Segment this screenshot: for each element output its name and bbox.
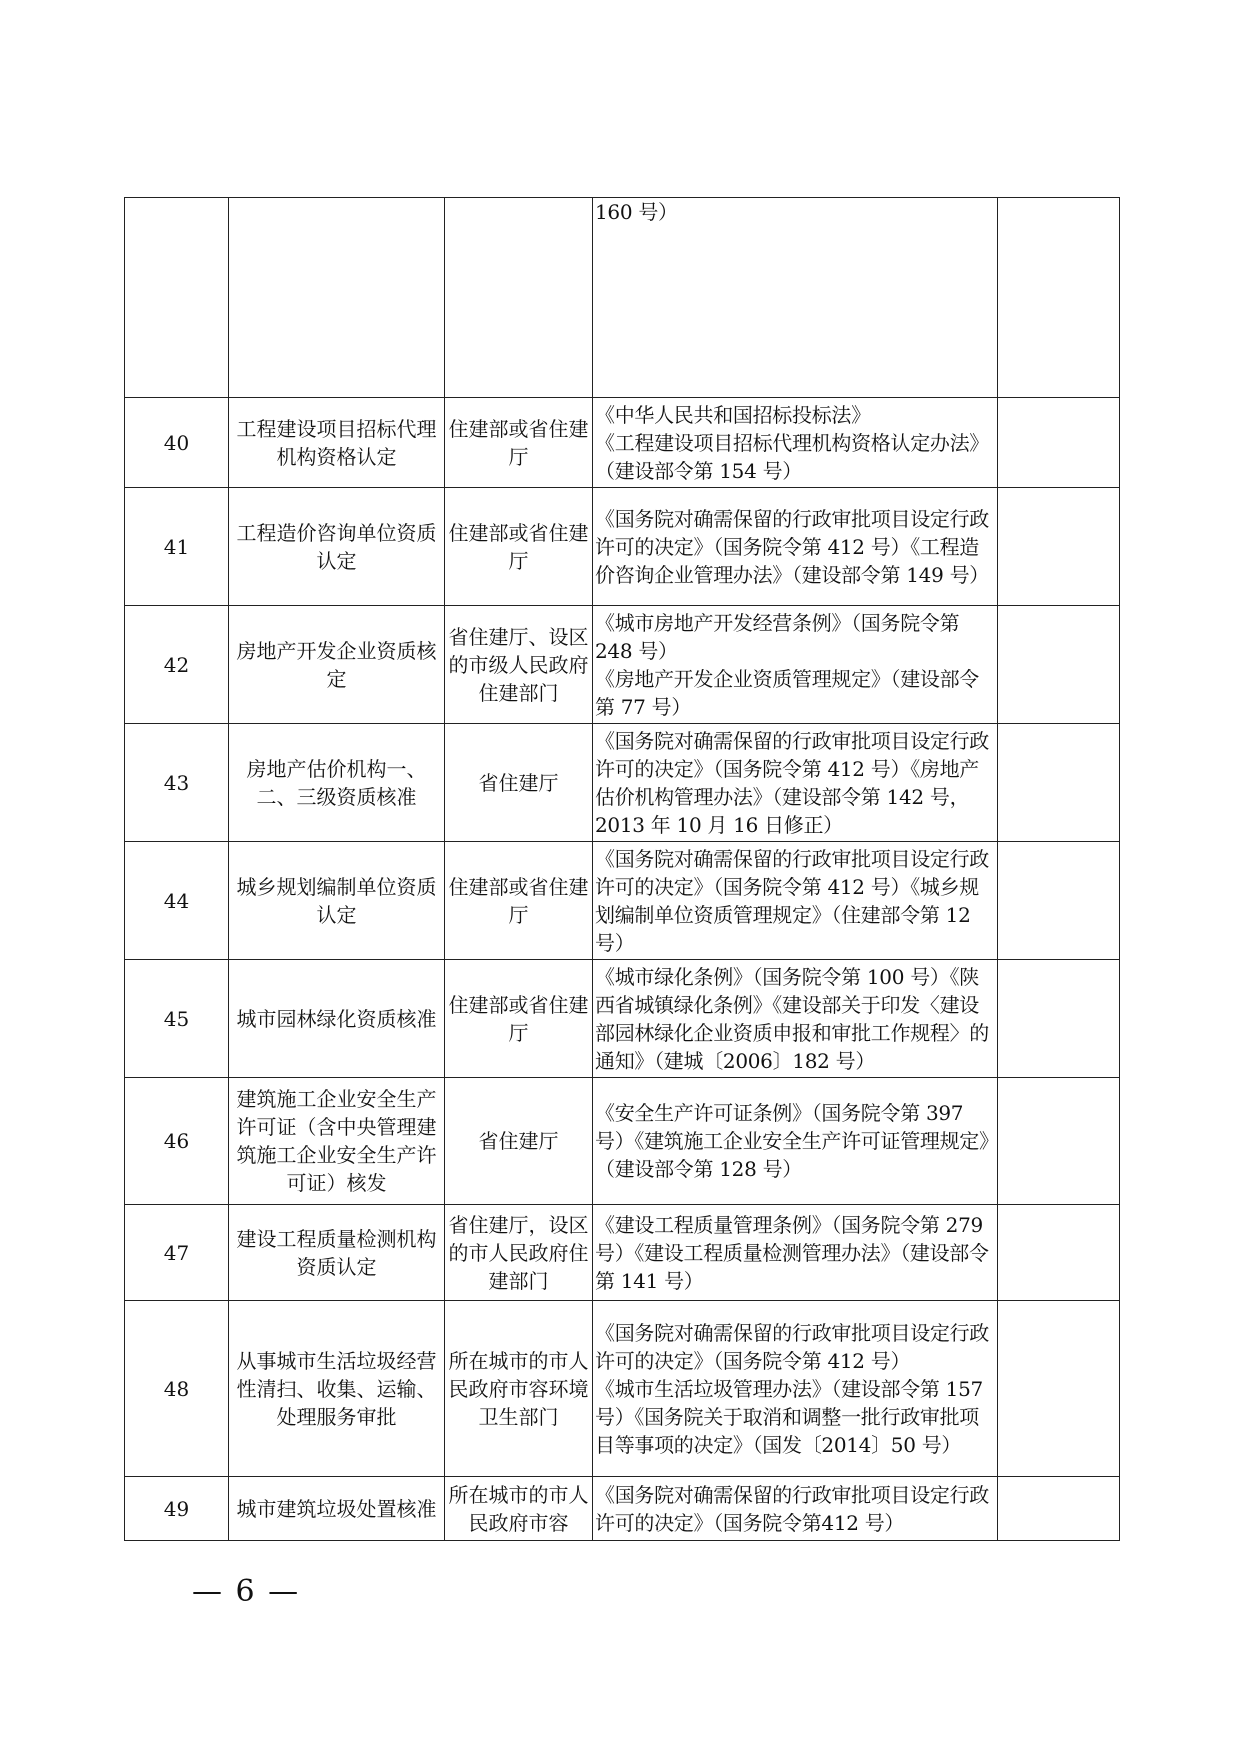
table-row (125, 842, 1120, 960)
basis-line: 《城市绿化条例》（国务院令第 100 号）《陕西省城镇绿化条例》《建设部关于印发〈建设部园林绿化企业资质申报和审批工作规程〉的通知》（建城〔2006〕182 号） (595, 964, 989, 1073)
row-number: 45 (125, 960, 229, 1078)
approval-department: 省住建厅 (445, 1078, 593, 1205)
approval-department: 住建部或省住建厅 (445, 960, 593, 1078)
remark (998, 1205, 1120, 1301)
legal-basis (593, 842, 998, 960)
legal-basis (593, 1205, 998, 1301)
remark (998, 488, 1120, 606)
approval-items-table (124, 197, 1120, 1541)
table-row (125, 488, 1120, 606)
table-row (125, 606, 1120, 724)
basis-line: 《国务院对确需保留的行政审批项目设定行政许可的决定》（国务院令第 412 号）《城乡规划编制单位资质管理规定》（住建部令第 12 号） (595, 846, 989, 955)
legal-basis (593, 398, 998, 488)
basis-line: 《城市房地产开发经营条例》（国务院令第 248 号） (595, 610, 960, 663)
row-number: 41 (125, 488, 229, 606)
remark (998, 606, 1120, 724)
row-number: 43 (125, 724, 229, 842)
approval-department: 所在城市的市人民政府市容 (445, 1477, 593, 1541)
approval-department: 住建部或省住建厅 (445, 398, 593, 488)
table-row (125, 724, 1120, 842)
item-name: 城市园林绿化资质核准 (229, 960, 445, 1078)
basis-line: 《国务院对确需保留的行政审批项目设定行政许可的决定》（国务院令第 412 号） (595, 1320, 989, 1373)
basis-line: 《安全生产许可证条例》（国务院令第 397 号）《建筑施工企业安全生产许可证管理规定》（建设部令第 128 号） (595, 1101, 989, 1181)
remark (998, 1477, 1120, 1541)
item-name: 工程造价咨询单位资质认定 (229, 488, 445, 606)
item-name: 从事城市生活垃圾经营性清扫、收集、运输、处理服务审批 (229, 1301, 445, 1477)
item-name: 工程建设项目招标代理机构资格认定 (229, 398, 445, 488)
table-row (125, 1477, 1120, 1541)
approval-department: 住建部或省住建厅 (445, 842, 593, 960)
remark (998, 1301, 1120, 1477)
item-name: 城乡规划编制单位资质认定 (229, 842, 445, 960)
basis-line: 《工程建设项目招标代理机构资格认定办法》（建设部令第 154 号） (595, 430, 989, 483)
row-number: 40 (125, 398, 229, 488)
remark (998, 960, 1120, 1078)
basis-line: 《中华人民共和国招标投标法》 (595, 402, 871, 427)
table-row (125, 1205, 1120, 1301)
row-number: 42 (125, 606, 229, 724)
table-row (125, 198, 1120, 398)
legal-basis (593, 724, 998, 842)
remark (998, 398, 1120, 488)
remark (998, 198, 1120, 398)
approval-department: 省住建厅，设区的市人民政府住建部门 (445, 1205, 593, 1301)
approval-department: 所在城市的市人民政府市容环境卫生部门 (445, 1301, 593, 1477)
legal-basis (593, 1078, 998, 1205)
approval-department: 省住建厅 (445, 724, 593, 842)
basis-line: 160 号） (595, 200, 678, 224)
row-number (125, 198, 229, 398)
row-number: 47 (125, 1205, 229, 1301)
row-number: 48 (125, 1301, 229, 1477)
legal-basis (593, 606, 998, 724)
page-number: — 6 — (192, 1574, 301, 1609)
remark (998, 1078, 1120, 1205)
item-name: 城市建筑垃圾处置核准 (229, 1477, 445, 1541)
basis-line: 《城市生活垃圾管理办法》（建设部令第 157 号）《国务院关于取消和调整一批行政审批项目等事项的决定》（国发〔2014〕50 号） (595, 1376, 983, 1457)
remark (998, 724, 1120, 842)
basis-line: 《国务院对确需保留的行政审批项目设定行政许可的决定》（国务院令第 412 号）《房地产估价机构管理办法》（建设部令第 142 号，2013 年 10 月 16 日修正） (595, 728, 989, 837)
approval-department: 省住建厅、设区的市级人民政府住建部门 (445, 606, 593, 724)
legal-basis (593, 1301, 998, 1477)
item-name: 房地产开发企业资质核定 (229, 606, 445, 724)
legal-basis (593, 488, 998, 606)
row-number: 44 (125, 842, 229, 960)
legal-basis (593, 198, 998, 398)
basis-line: 《国务院对确需保留的行政审批项目设定行政许可的决定》（国务院令第 412 号）《工程造价咨询企业管理办法》（建设部令第 149 号） (595, 506, 989, 587)
item-name: 建设工程质量检测机构资质认定 (229, 1205, 445, 1301)
legal-basis (593, 1477, 998, 1541)
row-number: 46 (125, 1078, 229, 1205)
basis-line: 《建设工程质量管理条例》（国务院令第 279 号）《建设工程质量检测管理办法》（建设部令第 141 号） (595, 1212, 989, 1293)
item-name (229, 198, 445, 398)
remark (998, 842, 1120, 960)
basis-line: 《房地产开发企业资质管理规定》（建设部令第 77 号） (595, 666, 979, 719)
table-row (125, 398, 1120, 488)
table-row (125, 1078, 1120, 1205)
row-number: 49 (125, 1477, 229, 1541)
item-name: 房地产估价机构一、二、三级资质核准 (229, 724, 445, 842)
table-row (125, 1301, 1120, 1477)
approval-department (445, 198, 593, 398)
approval-department: 住建部或省住建厅 (445, 488, 593, 606)
item-name: 建筑施工企业安全生产许可证（含中央管理建筑施工企业安全生产许可证）核发 (229, 1078, 445, 1205)
basis-line: 《国务院对确需保留的行政审批项目设定行政许可的决定》（国务院令第412 号） (595, 1482, 989, 1535)
table-row (125, 960, 1120, 1078)
legal-basis (593, 960, 998, 1078)
